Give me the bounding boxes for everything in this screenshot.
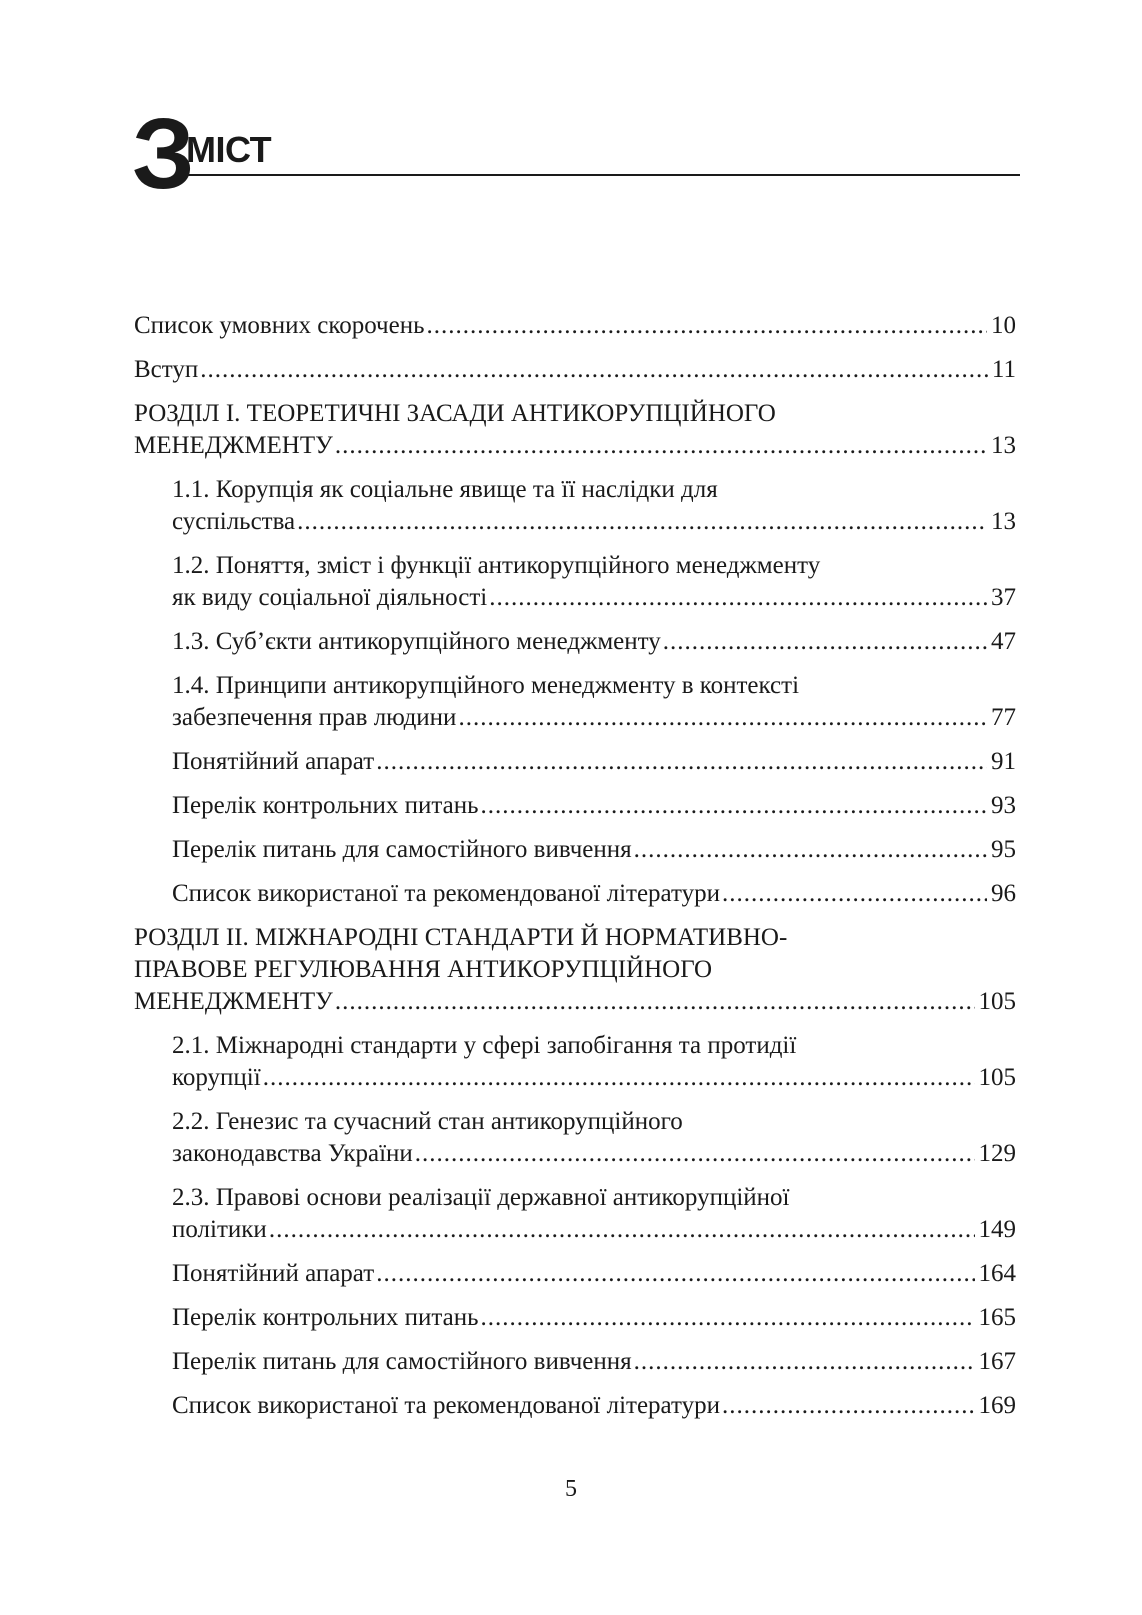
toc-page-number: 13 <box>991 432 1016 459</box>
dot-leader <box>480 1302 974 1334</box>
toc-entry-row <box>172 1214 1016 1246</box>
toc-entry-line: 2.3. Правові основи реалізації державної антикорупційної <box>172 1184 790 1211</box>
toc-entry-row <box>172 626 1016 658</box>
toc-entry-line: ПРАВОВЕ РЕГУЛЮВАННЯ АНТИКОРУПЦІЙНОГО <box>134 956 713 983</box>
toc-entry-title: Перелік питань для самостійного вивчення <box>172 1348 632 1375</box>
toc-entry[interactable] <box>134 670 1016 734</box>
toc-entry[interactable] <box>134 834 1016 866</box>
toc-page-number: 47 <box>991 628 1016 655</box>
toc-entry-title: 1.3. Суб’єкти антикорупційного менеджменту <box>172 628 661 655</box>
toc-entry[interactable] <box>134 878 1016 910</box>
toc-entry-title: МЕНЕДЖМЕНТУ <box>134 432 333 459</box>
toc-entry-title: суспільства <box>172 508 296 535</box>
toc-page-number: 129 <box>978 1140 1016 1167</box>
dot-leader <box>663 626 987 658</box>
page-number: 5 <box>565 1476 577 1502</box>
toc-entry-title: Понятійний апарат <box>172 1260 375 1287</box>
toc-page-number: 96 <box>991 880 1016 907</box>
toc-page-number: 91 <box>991 748 1016 775</box>
toc-entry-row <box>172 506 1016 538</box>
dot-leader <box>269 1214 975 1246</box>
toc-entry[interactable] <box>134 1302 1016 1334</box>
dot-leader <box>634 834 987 866</box>
toc-entry[interactable] <box>134 746 1016 778</box>
toc-entry[interactable] <box>134 310 1016 342</box>
toc-entry-row <box>172 1302 1016 1334</box>
toc-entry-title: Перелік контрольних питань <box>172 792 479 819</box>
dot-leader <box>263 1062 975 1094</box>
toc-entry-title: Вступ <box>134 356 199 383</box>
dot-leader <box>297 506 987 538</box>
toc-entry[interactable] <box>134 398 1016 462</box>
dot-leader <box>200 354 988 386</box>
dot-leader <box>489 582 987 614</box>
toc-entry-row <box>172 1346 1016 1378</box>
toc-entry-row <box>172 790 1016 822</box>
toc-page-number: 37 <box>991 584 1016 611</box>
toc-entry-title: корупції <box>172 1064 261 1091</box>
toc-entry[interactable] <box>134 1346 1016 1378</box>
toc-entry-row <box>134 310 1016 342</box>
toc-entry-row <box>172 582 1016 614</box>
toc-entry-row <box>134 354 1016 386</box>
toc-entry[interactable] <box>134 1258 1016 1290</box>
heading-rule <box>186 174 1020 176</box>
toc-entry[interactable] <box>134 1390 1016 1422</box>
heading-initial: З <box>132 98 193 210</box>
contents-heading <box>132 98 1020 214</box>
toc-entry-title: Список використаної та рекомендованої літератури <box>172 1392 720 1419</box>
toc-entry-row <box>172 702 1016 734</box>
table-of-contents <box>134 310 1016 1434</box>
toc-entry-title: як виду соціальної діяльності <box>172 584 488 611</box>
toc-entry-line: 2.2. Генезис та сучасний стан антикорупційного <box>172 1108 683 1135</box>
dot-leader <box>480 790 987 822</box>
toc-page-number: 93 <box>991 792 1016 819</box>
toc-entry[interactable] <box>134 922 1016 1018</box>
dot-leader <box>458 702 987 734</box>
toc-page-number: 10 <box>991 312 1016 339</box>
toc-entry-line: 1.1. Корупція як соціальне явище та її наслідки для <box>172 476 718 503</box>
toc-entry-row <box>134 986 1016 1018</box>
toc-page-number: 167 <box>978 1348 1016 1375</box>
dot-leader <box>335 430 987 462</box>
toc-page-number: 77 <box>991 704 1016 731</box>
toc-entry-row <box>172 1062 1016 1094</box>
toc-page-number: 149 <box>978 1216 1016 1243</box>
toc-page-number: 95 <box>991 836 1016 863</box>
toc-entry-row <box>172 878 1016 910</box>
toc-entry-row <box>134 430 1016 462</box>
toc-entry-title: МЕНЕДЖМЕНТУ <box>134 988 333 1015</box>
toc-entry[interactable] <box>134 1106 1016 1170</box>
toc-entry-line: РОЗДІЛ ІІ. МІЖНАРОДНІ СТАНДАРТИ Й НОРМАТИВНО- <box>134 924 788 951</box>
toc-page-number: 13 <box>991 508 1016 535</box>
toc-entry[interactable] <box>134 354 1016 386</box>
toc-page-number: 164 <box>978 1260 1016 1287</box>
toc-entry-title: Понятійний апарат <box>172 748 375 775</box>
dot-leader <box>634 1346 975 1378</box>
toc-page-number: 169 <box>978 1392 1016 1419</box>
toc-entry-row <box>172 1390 1016 1422</box>
toc-entry[interactable] <box>134 626 1016 658</box>
dot-leader <box>335 986 975 1018</box>
toc-entry-line: 1.4. Принципи антикорупційного менеджменту в контексті <box>172 672 800 699</box>
toc-entry-title: політики <box>172 1216 267 1243</box>
toc-entry[interactable] <box>134 1182 1016 1246</box>
toc-entry-title: Перелік питань для самостійного вивчення <box>172 836 632 863</box>
toc-entry-row <box>172 1258 1016 1290</box>
toc-entry[interactable] <box>134 790 1016 822</box>
dot-leader <box>415 1138 975 1170</box>
heading-rest: МІСТ <box>186 129 272 170</box>
toc-page-number: 11 <box>991 356 1016 383</box>
dot-leader <box>376 1258 974 1290</box>
dot-leader <box>427 310 987 342</box>
toc-entry-title: Список використаної та рекомендованої літератури <box>172 880 720 907</box>
toc-entry-title: Перелік контрольних питань <box>172 1304 479 1331</box>
toc-entry-row <box>172 746 1016 778</box>
toc-entry-row <box>172 834 1016 866</box>
dot-leader <box>722 1390 975 1422</box>
toc-entry[interactable] <box>134 474 1016 538</box>
toc-entry-title: забезпечення прав людини <box>172 704 457 731</box>
toc-page-number: 165 <box>978 1304 1016 1331</box>
toc-entry-line: 2.1. Міжнародні стандарти у сфері запобігання та протидії <box>172 1032 797 1059</box>
toc-entry-title: законодавства України <box>172 1140 413 1167</box>
toc-entry[interactable] <box>134 1030 1016 1094</box>
toc-page-number: 105 <box>978 1064 1016 1091</box>
toc-page-number: 105 <box>978 988 1016 1015</box>
dot-leader <box>722 878 987 910</box>
toc-entry-line: 1.2. Поняття, зміст і функції антикорупційного менеджменту <box>172 552 821 579</box>
toc-entry-row <box>172 1138 1016 1170</box>
dot-leader <box>376 746 987 778</box>
toc-entry[interactable] <box>134 550 1016 614</box>
toc-entry-title: Список умовних скорочень <box>134 312 425 339</box>
toc-entry-line: РОЗДІЛ І. ТЕОРЕТИЧНІ ЗАСАДИ АНТИКОРУПЦІЙНОГО <box>134 400 776 427</box>
